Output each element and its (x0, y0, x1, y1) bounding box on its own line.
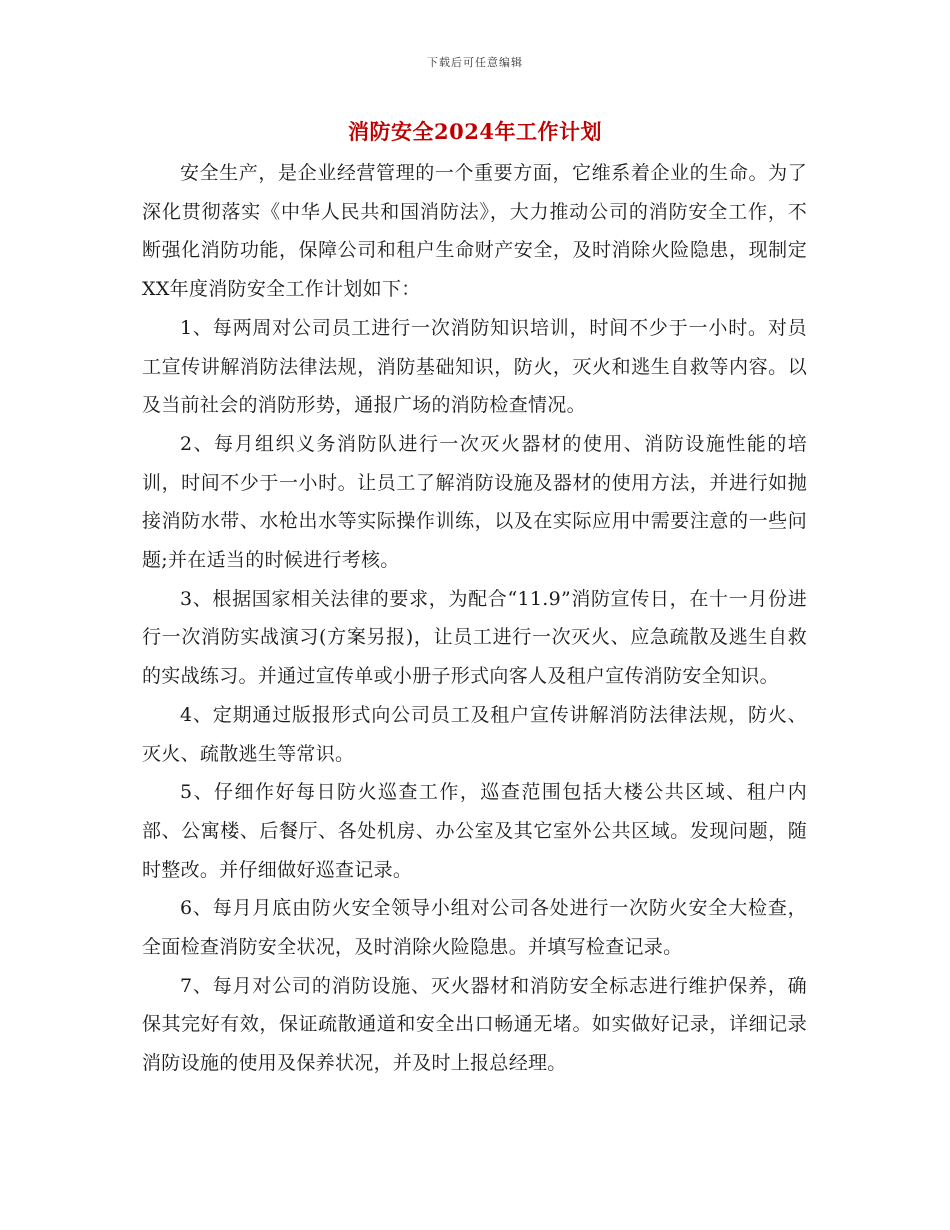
paragraph-item-4: 4、定期通过版报形式向公司员工及租户宣传讲解消防法律法规，防火、灭火、疏散逃生等常识。 (142, 703, 807, 765)
header-note: 下载后可任意编辑 (427, 56, 523, 69)
paragraph-item-6: 6、每月月底由防火安全领导小组对公司各处进行一次防火安全大检查，全面检查消防安全状况，及时消除火险隐患。并填写检查记录。 (142, 897, 807, 959)
paragraph-item-5: 5、仔细作好每日防火巡查工作，巡查范围包括大楼公共区域、租户内部、公寓楼、后餐厅、各处机房、办公室及其它室外公共区域。发现问题，随时整改。并仔细做好巡查记录。 (142, 781, 807, 881)
paragraph-item-7: 7、每月对公司的消防设施、灭火器材和消防安全标志进行维护保养，确保其完好有效，保证疏散通道和安全出口畅通无堵。如实做好记录，详细记录消防设施的使用及保养状况，并及时上报总经理。 (142, 974, 807, 1075)
paragraph-intro: 安全生产，是企业经营管理的一个重要方面，它维系着企业的生命。为了深化贯彻落实《中华人民共和国消防法》，大力推动公司的消防安全工作，不断强化消防功能，保障公司和租户生命财产安全，及时消除火险隐患，现制定XX年度消防安全工作计划如下： (142, 162, 807, 301)
document-title: 消防安全2024年工作计划 (348, 119, 602, 144)
paragraph-item-2: 2、每月组织义务消防队进行一次灭火器材的使用、消防设施性能的培训，时间不少于一小时。让员工了解消防设施及器材的使用方法，并进行如抛接消防水带、水枪出水等实际操作训练，以及在实际应用中需要注意的一些问题;并在适当的时候进行考核。 (142, 432, 807, 572)
paragraph-item-3: 3、根据国家相关法律的要求，为配合“11.9”消防宣传日，在十一月份进行一次消防实战演习(方案另报)，让员工进行一次灭火、应急疏散及逃生自救的实战练习。并通过宣传单或小册子形式向客人及租户宣传消防安全知识。 (142, 587, 807, 688)
paragraph-item-1: 1、每两周对公司员工进行一次消防知识培训，时间不少于一小时。对员工宣传讲解消防法律法规，消防基础知识，防火，灭火和逃生自救等内容。以及当前社会的消防形势，通报广场的消防检查情况。 (142, 316, 807, 417)
document-body (142, 154, 807, 1083)
